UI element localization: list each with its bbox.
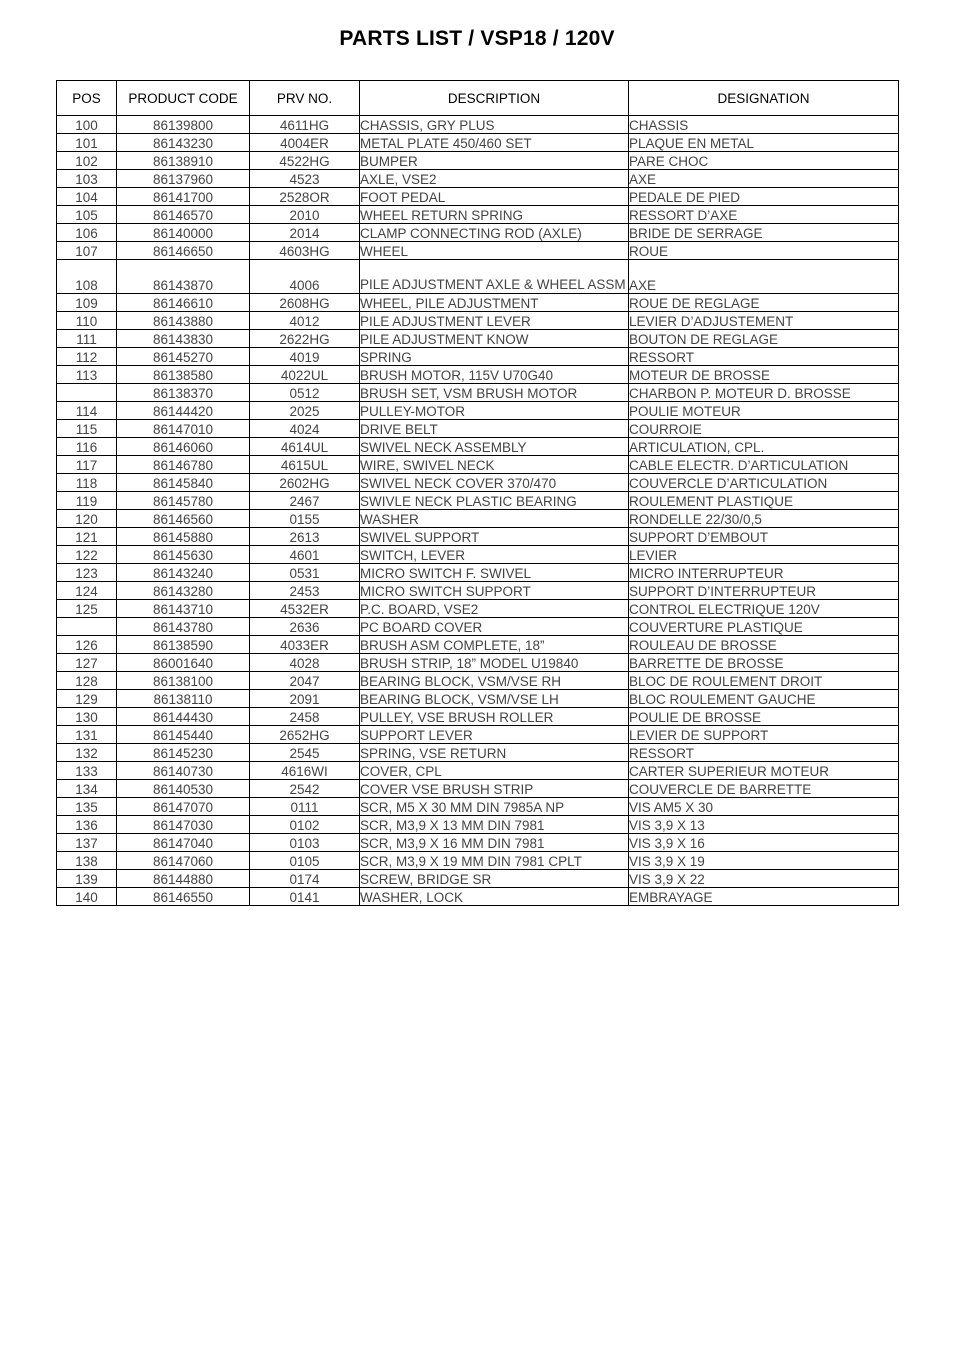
table-row xyxy=(57,438,899,456)
cell-designation: COURROIE xyxy=(629,420,899,438)
cell-description: WASHER xyxy=(360,510,629,528)
table-row xyxy=(57,170,899,188)
cell-description: FOOT PEDAL xyxy=(360,188,629,206)
cell-designation: VIS 3,9 X 19 xyxy=(629,852,899,870)
cell-pos: 129 xyxy=(57,690,117,708)
cell-designation: BARRETTE DE BROSSE xyxy=(629,654,899,672)
header-row xyxy=(57,81,899,116)
cell-pos: 138 xyxy=(57,852,117,870)
cell-designation: BRIDE DE SERRAGE xyxy=(629,224,899,242)
cell-designation: EMBRAYAGE xyxy=(629,888,899,906)
table-row xyxy=(57,798,899,816)
cell-pos: 113 xyxy=(57,366,117,384)
cell-product-code: 86147010 xyxy=(117,420,250,438)
cell-product-code: 86145780 xyxy=(117,492,250,510)
cell-description: PULLEY-MOTOR xyxy=(360,402,629,420)
cell-pos: 132 xyxy=(57,744,117,762)
cell-designation: AXE xyxy=(629,170,899,188)
cell-designation: SUPPORT D’EMBOUT xyxy=(629,528,899,546)
cell-prv-no: 2091 xyxy=(250,690,360,708)
cell-product-code: 86146780 xyxy=(117,456,250,474)
cell-pos: 135 xyxy=(57,798,117,816)
cell-designation: SUPPORT D’INTERRUPTEUR xyxy=(629,582,899,600)
cell-designation: CABLE ELECTR. D’ARTICULATION xyxy=(629,456,899,474)
cell-product-code: 86145840 xyxy=(117,474,250,492)
cell-pos: 126 xyxy=(57,636,117,654)
cell-pos: 118 xyxy=(57,474,117,492)
cell-pos: 111 xyxy=(57,330,117,348)
cell-pos: 108 xyxy=(57,260,117,294)
cell-description: BRUSH MOTOR, 115V U70G40 xyxy=(360,366,629,384)
cell-description: WASHER, LOCK xyxy=(360,888,629,906)
cell-product-code: 86001640 xyxy=(117,654,250,672)
cell-prv-no: 0155 xyxy=(250,510,360,528)
table-row xyxy=(57,492,899,510)
cell-pos: 128 xyxy=(57,672,117,690)
header-prv-no: PRV NO. xyxy=(250,81,360,116)
cell-designation: COUVERTURE PLASTIQUE xyxy=(629,618,899,636)
cell-prv-no: 4522HG xyxy=(250,152,360,170)
cell-pos: 119 xyxy=(57,492,117,510)
cell-description: BRUSH ASM COMPLETE, 18” xyxy=(360,636,629,654)
cell-product-code: 86145630 xyxy=(117,546,250,564)
cell-prv-no: 0105 xyxy=(250,852,360,870)
cell-designation: PARE CHOC xyxy=(629,152,899,170)
cell-pos: 137 xyxy=(57,834,117,852)
cell-description: AXLE, VSE2 xyxy=(360,170,629,188)
cell-prv-no: 4532ER xyxy=(250,600,360,618)
cell-pos: 114 xyxy=(57,402,117,420)
cell-designation: LEVIER xyxy=(629,546,899,564)
cell-prv-no: 2047 xyxy=(250,672,360,690)
cell-product-code: 86146570 xyxy=(117,206,250,224)
cell-product-code: 86146560 xyxy=(117,510,250,528)
cell-description: WHEEL RETURN SPRING xyxy=(360,206,629,224)
table-row xyxy=(57,402,899,420)
cell-prv-no: 4012 xyxy=(250,312,360,330)
cell-description: SWIVEL NECK ASSEMBLY xyxy=(360,438,629,456)
table-row xyxy=(57,546,899,564)
table-row xyxy=(57,116,899,134)
cell-designation: ROUE xyxy=(629,242,899,260)
cell-prv-no: 2014 xyxy=(250,224,360,242)
cell-product-code: 86145230 xyxy=(117,744,250,762)
cell-prv-no: 0531 xyxy=(250,564,360,582)
cell-product-code: 86146610 xyxy=(117,294,250,312)
cell-prv-no: 4523 xyxy=(250,170,360,188)
cell-prv-no: 0141 xyxy=(250,888,360,906)
table-row xyxy=(57,224,899,242)
cell-description: SPRING xyxy=(360,348,629,366)
cell-pos: 107 xyxy=(57,242,117,260)
cell-description: SWIVEL SUPPORT xyxy=(360,528,629,546)
cell-prv-no: 2528OR xyxy=(250,188,360,206)
cell-pos: 130 xyxy=(57,708,117,726)
cell-prv-no: 2545 xyxy=(250,744,360,762)
table-row xyxy=(57,708,899,726)
cell-product-code: 86138110 xyxy=(117,690,250,708)
cell-description: SCR, M3,9 X 16 MM DIN 7981 xyxy=(360,834,629,852)
cell-description: PULLEY, VSE BRUSH ROLLER xyxy=(360,708,629,726)
table-row xyxy=(57,744,899,762)
header-description: DESCRIPTION xyxy=(360,81,629,116)
parts-table-body xyxy=(57,116,899,906)
cell-pos: 124 xyxy=(57,582,117,600)
cell-pos: 116 xyxy=(57,438,117,456)
cell-designation: BOUTON DE REGLAGE xyxy=(629,330,899,348)
cell-pos xyxy=(57,384,117,402)
cell-pos: 123 xyxy=(57,564,117,582)
table-row xyxy=(57,870,899,888)
header-product-code: PRODUCT CODE xyxy=(117,81,250,116)
cell-product-code: 86143280 xyxy=(117,582,250,600)
table-row xyxy=(57,206,899,224)
cell-pos: 115 xyxy=(57,420,117,438)
cell-product-code: 86138100 xyxy=(117,672,250,690)
cell-description: PILE ADJUSTMENT AXLE & WHEEL ASSM xyxy=(360,260,629,294)
cell-pos: 133 xyxy=(57,762,117,780)
cell-designation: BLOC DE ROULEMENT DROIT xyxy=(629,672,899,690)
table-row xyxy=(57,564,899,582)
cell-product-code: 86138370 xyxy=(117,384,250,402)
cell-pos: 120 xyxy=(57,510,117,528)
table-row xyxy=(57,456,899,474)
cell-description: SCR, M3,9 X 19 MM DIN 7981 CPLT xyxy=(360,852,629,870)
cell-description: P.C. BOARD, VSE2 xyxy=(360,600,629,618)
cell-designation: ROULEMENT PLASTIQUE xyxy=(629,492,899,510)
cell-product-code: 86145270 xyxy=(117,348,250,366)
cell-description: WIRE, SWIVEL NECK xyxy=(360,456,629,474)
cell-designation: LEVIER DE SUPPORT xyxy=(629,726,899,744)
cell-pos: 103 xyxy=(57,170,117,188)
cell-pos: 110 xyxy=(57,312,117,330)
cell-product-code: 86143830 xyxy=(117,330,250,348)
header-designation: DESIGNATION xyxy=(629,81,899,116)
cell-designation: MICRO INTERRUPTEUR xyxy=(629,564,899,582)
table-row xyxy=(57,834,899,852)
cell-prv-no: 4615UL xyxy=(250,456,360,474)
cell-designation: VIS 3,9 X 22 xyxy=(629,870,899,888)
cell-description: SUPPORT LEVER xyxy=(360,726,629,744)
cell-description: WHEEL, PILE ADJUSTMENT xyxy=(360,294,629,312)
cell-description: CLAMP CONNECTING ROD (AXLE) xyxy=(360,224,629,242)
table-row xyxy=(57,134,899,152)
cell-product-code: 86143780 xyxy=(117,618,250,636)
cell-pos xyxy=(57,618,117,636)
cell-description: PILE ADJUSTMENT KNOW xyxy=(360,330,629,348)
cell-prv-no: 4601 xyxy=(250,546,360,564)
cell-prv-no: 2458 xyxy=(250,708,360,726)
cell-prv-no: 4603HG xyxy=(250,242,360,260)
cell-prv-no: 4006 xyxy=(250,260,360,294)
cell-description: PILE ADJUSTMENT LEVER xyxy=(360,312,629,330)
cell-description: BUMPER xyxy=(360,152,629,170)
cell-designation: LEVIER D’ADJUSTEMENT xyxy=(629,312,899,330)
cell-designation: VIS 3,9 X 13 xyxy=(629,816,899,834)
cell-prv-no: 2010 xyxy=(250,206,360,224)
cell-product-code: 86147040 xyxy=(117,834,250,852)
table-row xyxy=(57,474,899,492)
table-row xyxy=(57,690,899,708)
header-pos: POS xyxy=(57,81,117,116)
cell-description: SWIVEL NECK COVER 370/470 xyxy=(360,474,629,492)
cell-designation: PLAQUE EN METAL xyxy=(629,134,899,152)
cell-product-code: 86139800 xyxy=(117,116,250,134)
table-row xyxy=(57,366,899,384)
cell-product-code: 86146060 xyxy=(117,438,250,456)
cell-pos: 131 xyxy=(57,726,117,744)
cell-designation: RESSORT xyxy=(629,744,899,762)
cell-designation: MOTEUR DE BROSSE xyxy=(629,366,899,384)
cell-prv-no: 4614UL xyxy=(250,438,360,456)
table-row xyxy=(57,260,899,294)
cell-description: BRUSH SET, VSM BRUSH MOTOR xyxy=(360,384,629,402)
cell-description: BRUSH STRIP, 18” MODEL U19840 xyxy=(360,654,629,672)
table-row xyxy=(57,762,899,780)
cell-prv-no: 0174 xyxy=(250,870,360,888)
cell-product-code: 86143880 xyxy=(117,312,250,330)
cell-description: SPRING, VSE RETURN xyxy=(360,744,629,762)
cell-pos: 105 xyxy=(57,206,117,224)
table-row xyxy=(57,636,899,654)
cell-designation: ROUE DE REGLAGE xyxy=(629,294,899,312)
cell-pos: 106 xyxy=(57,224,117,242)
cell-designation: POULIE MOTEUR xyxy=(629,402,899,420)
cell-product-code: 86145880 xyxy=(117,528,250,546)
parts-table xyxy=(56,80,899,906)
cell-pos: 122 xyxy=(57,546,117,564)
cell-designation: PEDALE DE PIED xyxy=(629,188,899,206)
cell-prv-no: 2453 xyxy=(250,582,360,600)
table-row xyxy=(57,672,899,690)
cell-description: SWITCH, LEVER xyxy=(360,546,629,564)
cell-designation: ROULEAU DE BROSSE xyxy=(629,636,899,654)
cell-pos: 139 xyxy=(57,870,117,888)
table-row xyxy=(57,152,899,170)
cell-designation: CHARBON P. MOTEUR D. BROSSE xyxy=(629,384,899,402)
cell-product-code: 86138590 xyxy=(117,636,250,654)
cell-designation: ARTICULATION, CPL. xyxy=(629,438,899,456)
cell-product-code: 86138910 xyxy=(117,152,250,170)
cell-prv-no: 0103 xyxy=(250,834,360,852)
table-row xyxy=(57,600,899,618)
table-row xyxy=(57,188,899,206)
cell-pos: 117 xyxy=(57,456,117,474)
table-row xyxy=(57,888,899,906)
cell-description: SCR, M5 X 30 MM DIN 7985A NP xyxy=(360,798,629,816)
table-row xyxy=(57,510,899,528)
parts-table-header xyxy=(57,81,899,116)
cell-prv-no: 4611HG xyxy=(250,116,360,134)
cell-product-code: 86147030 xyxy=(117,816,250,834)
cell-prv-no: 2467 xyxy=(250,492,360,510)
cell-product-code: 86143870 xyxy=(117,260,250,294)
cell-pos: 140 xyxy=(57,888,117,906)
table-row xyxy=(57,312,899,330)
cell-designation: AXE xyxy=(629,260,899,294)
cell-product-code: 86141700 xyxy=(117,188,250,206)
cell-pos: 100 xyxy=(57,116,117,134)
cell-product-code: 86143710 xyxy=(117,600,250,618)
cell-pos: 134 xyxy=(57,780,117,798)
cell-product-code: 86146550 xyxy=(117,888,250,906)
cell-pos: 104 xyxy=(57,188,117,206)
table-row xyxy=(57,852,899,870)
cell-designation: POULIE DE BROSSE xyxy=(629,708,899,726)
cell-pos: 101 xyxy=(57,134,117,152)
cell-pos: 136 xyxy=(57,816,117,834)
table-row xyxy=(57,420,899,438)
cell-prv-no: 2613 xyxy=(250,528,360,546)
table-row xyxy=(57,330,899,348)
cell-description: SCR, M3,9 X 13 MM DIN 7981 xyxy=(360,816,629,834)
cell-description: PC BOARD COVER xyxy=(360,618,629,636)
cell-prv-no: 4022UL xyxy=(250,366,360,384)
cell-designation: COUVERCLE D’ARTICULATION xyxy=(629,474,899,492)
table-row xyxy=(57,242,899,260)
cell-designation: RESSORT D’AXE xyxy=(629,206,899,224)
cell-product-code: 86140530 xyxy=(117,780,250,798)
cell-designation: RESSORT xyxy=(629,348,899,366)
cell-description: BEARING BLOCK, VSM/VSE LH xyxy=(360,690,629,708)
cell-product-code: 86140000 xyxy=(117,224,250,242)
cell-description: COVER, CPL xyxy=(360,762,629,780)
cell-pos: 102 xyxy=(57,152,117,170)
cell-prv-no: 4019 xyxy=(250,348,360,366)
cell-prv-no: 2622HG xyxy=(250,330,360,348)
cell-product-code: 86144880 xyxy=(117,870,250,888)
cell-designation: VIS 3,9 X 16 xyxy=(629,834,899,852)
cell-product-code: 86147070 xyxy=(117,798,250,816)
cell-description: COVER VSE BRUSH STRIP xyxy=(360,780,629,798)
cell-prv-no: 2542 xyxy=(250,780,360,798)
cell-description: DRIVE BELT xyxy=(360,420,629,438)
cell-prv-no: 0512 xyxy=(250,384,360,402)
table-row xyxy=(57,582,899,600)
cell-description: METAL PLATE 450/460 SET xyxy=(360,134,629,152)
cell-designation: CHASSIS xyxy=(629,116,899,134)
cell-description: MICRO SWITCH F. SWIVEL xyxy=(360,564,629,582)
cell-description: CHASSIS, GRY PLUS xyxy=(360,116,629,134)
cell-product-code: 86146650 xyxy=(117,242,250,260)
table-row xyxy=(57,726,899,744)
cell-product-code: 86144430 xyxy=(117,708,250,726)
cell-product-code: 86140730 xyxy=(117,762,250,780)
cell-prv-no: 4004ER xyxy=(250,134,360,152)
table-row xyxy=(57,816,899,834)
cell-prv-no: 2636 xyxy=(250,618,360,636)
table-row xyxy=(57,528,899,546)
cell-product-code: 86138580 xyxy=(117,366,250,384)
cell-prv-no: 2652HG xyxy=(250,726,360,744)
cell-description: SWIVLE NECK PLASTIC BEARING xyxy=(360,492,629,510)
page-title: PARTS LIST / VSP18 / 120V xyxy=(339,27,615,50)
table-row xyxy=(57,348,899,366)
cell-pos: 127 xyxy=(57,654,117,672)
cell-product-code: 86137960 xyxy=(117,170,250,188)
cell-product-code: 86143240 xyxy=(117,564,250,582)
cell-description: BEARING BLOCK, VSM/VSE RH xyxy=(360,672,629,690)
cell-designation: CARTER SUPERIEUR MOTEUR xyxy=(629,762,899,780)
cell-prv-no: 2025 xyxy=(250,402,360,420)
table-row xyxy=(57,654,899,672)
cell-designation: RONDELLE 22/30/0,5 xyxy=(629,510,899,528)
cell-prv-no: 0111 xyxy=(250,798,360,816)
table-row xyxy=(57,618,899,636)
cell-prv-no: 2608HG xyxy=(250,294,360,312)
table-row xyxy=(57,384,899,402)
table-row xyxy=(57,780,899,798)
cell-prv-no: 4024 xyxy=(250,420,360,438)
cell-prv-no: 4028 xyxy=(250,654,360,672)
cell-prv-no: 4616WI xyxy=(250,762,360,780)
cell-description: SCREW, BRIDGE SR xyxy=(360,870,629,888)
cell-product-code: 86144420 xyxy=(117,402,250,420)
table-row xyxy=(57,294,899,312)
cell-product-code: 86147060 xyxy=(117,852,250,870)
cell-description: WHEEL xyxy=(360,242,629,260)
cell-prv-no: 4033ER xyxy=(250,636,360,654)
cell-designation: COUVERCLE DE BARRETTE xyxy=(629,780,899,798)
cell-product-code: 86143230 xyxy=(117,134,250,152)
cell-description: MICRO SWITCH SUPPORT xyxy=(360,582,629,600)
cell-prv-no: 2602HG xyxy=(250,474,360,492)
cell-prv-no: 0102 xyxy=(250,816,360,834)
cell-pos: 109 xyxy=(57,294,117,312)
cell-designation: VIS AM5 X 30 xyxy=(629,798,899,816)
cell-product-code: 86145440 xyxy=(117,726,250,744)
cell-pos: 121 xyxy=(57,528,117,546)
cell-pos: 125 xyxy=(57,600,117,618)
cell-designation: CONTROL ELECTRIQUE 120V xyxy=(629,600,899,618)
cell-designation: BLOC ROULEMENT GAUCHE xyxy=(629,690,899,708)
cell-pos: 112 xyxy=(57,348,117,366)
